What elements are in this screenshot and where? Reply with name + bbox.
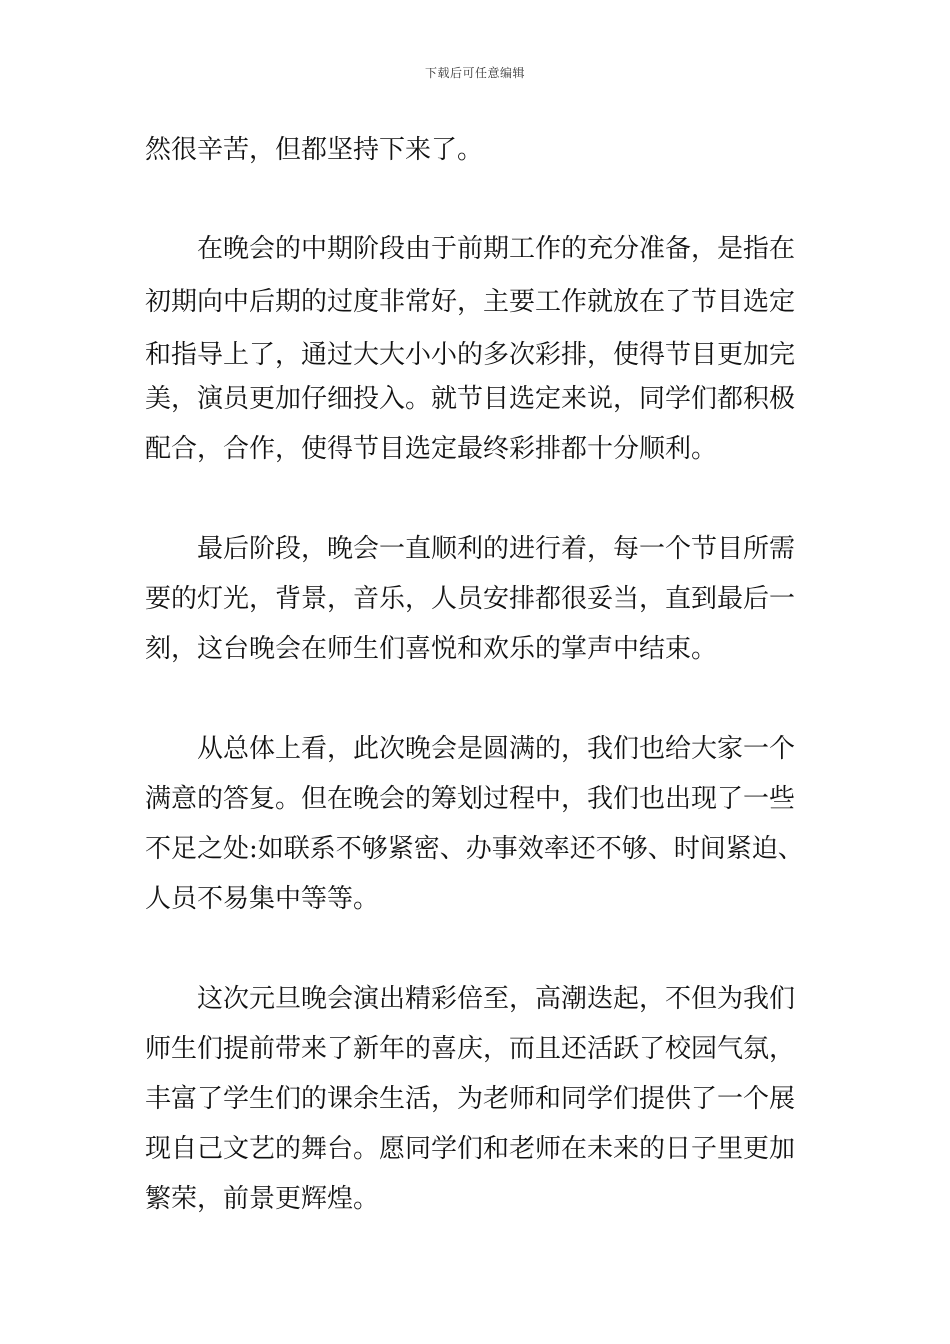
paragraph-4-line-3: 不足之处:如联系不够紧密、办事效率还不够、时间紧迫、 [145,834,804,864]
paragraph-4-line-1: 从总体上看，此次晚会是圆满的，我们也给大家一个 [197,734,796,764]
paragraph-3-line-2: 要的灯光，背景，音乐，人员安排都很妥当，直到最后一 [145,584,796,614]
paragraph-5-line-5: 繁荣，前景更辉煌。 [145,1184,380,1214]
paragraph-5-line-1: 这次元旦晚会演出精彩倍至，高潮迭起，不但为我们 [197,984,796,1014]
paragraph-5-line-2: 师生们提前带来了新年的喜庆，而且还活跃了校园气氛， [145,1034,796,1064]
page-header: 下载后可任意编辑 [424,66,525,80]
paragraph-5-line-3: 丰富了学生们的课余生活，为老师和同学们提供了一个展 [145,1084,796,1114]
paragraph-3-line-3: 刻，这台晚会在师生们喜悦和欢乐的掌声中结束。 [145,634,718,664]
paragraph-2-line-4: 美，演员更加仔细投入。就节目选定来说，同学们都积极 [145,384,796,414]
paragraph-2-line-5: 配合，合作，使得节目选定最终彩排都十分顺利。 [145,434,718,464]
paragraph-2-line-2: 初期向中后期的过度非常好，主要工作就放在了节目选定 [145,287,796,317]
paragraph-2-line-1: 在晚会的中期阶段由于前期工作的充分准备，是指在 [197,234,796,264]
paragraph-4-line-4: 人员不易集中等等。 [145,884,380,914]
paragraph-4-line-2: 满意的答复。但在晚会的筹划过程中，我们也出现了一些 [145,784,796,814]
paragraph-5-line-4: 现自己文艺的舞台。愿同学们和老师在未来的日子里更加 [145,1134,796,1164]
paragraph-3-line-1: 最后阶段，晚会一直顺利的进行着，每一个节目所需 [197,534,796,564]
paragraph-2-line-3: 和指导上了，通过大大小小的多次彩排，使得节目更加完 [145,340,796,370]
paragraph-1-line-1: 然很辛苦，但都坚持下来了。 [145,135,484,165]
